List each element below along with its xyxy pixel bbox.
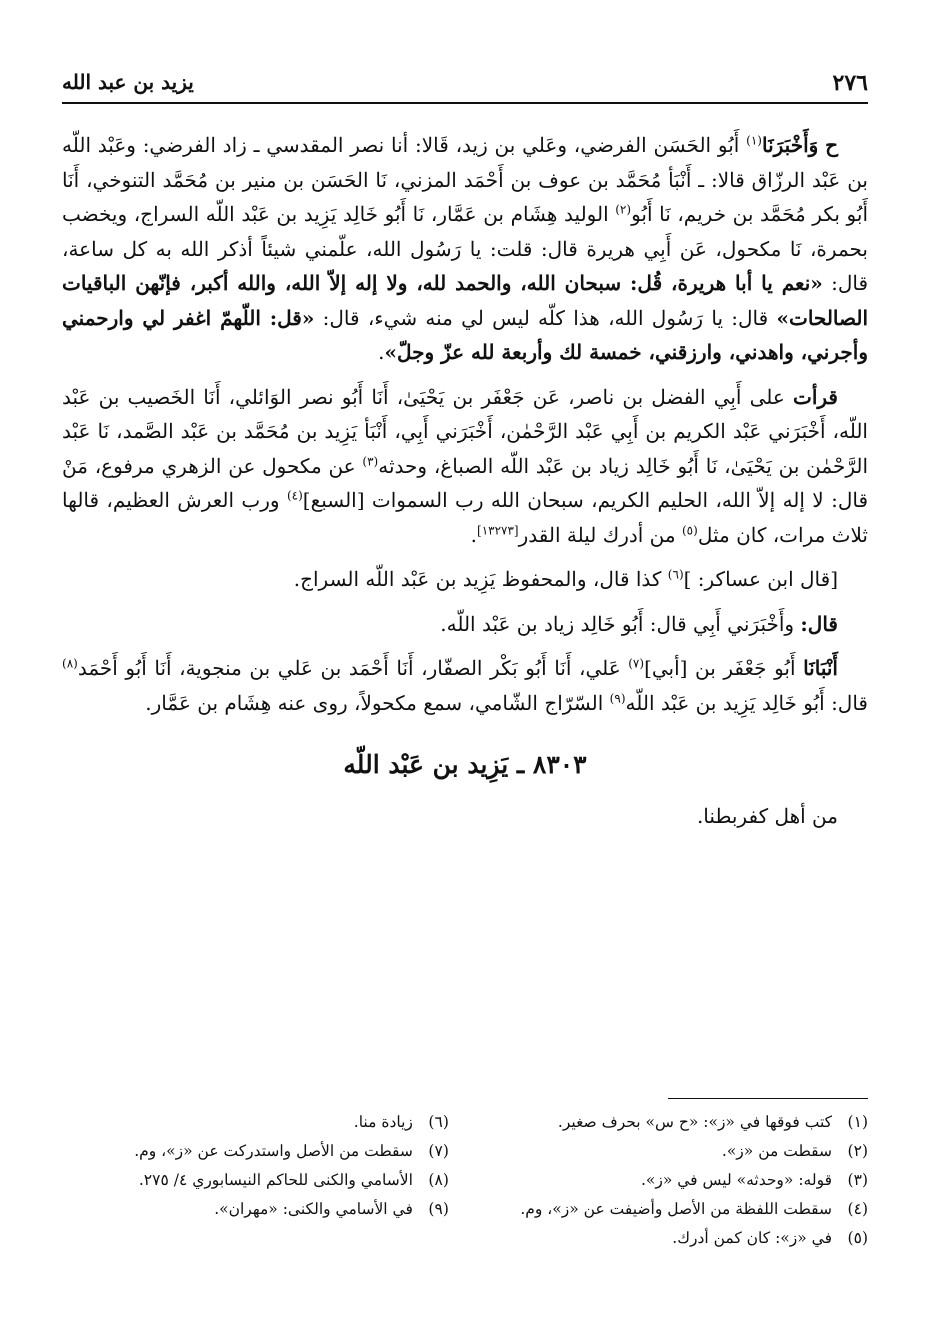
- footnote-number: (٢): [847, 1142, 868, 1160]
- paragraph-5: [62, 651, 868, 720]
- footnote-item: [481, 1195, 868, 1224]
- footnote-ref-6[interactable]: (٦): [667, 567, 684, 582]
- paragraph-2: [62, 380, 868, 553]
- footnote-text: في الأسامي والكنى: «مهران».: [214, 1200, 413, 1218]
- footnote-divider: [668, 1098, 868, 1099]
- footnote-number: (٦): [428, 1113, 449, 1131]
- text-span: قال: أَبُو خَالِد يَزِيد بن عَبْد اللّه: [625, 690, 868, 715]
- footnote-ref-5[interactable]: (٥): [681, 522, 698, 537]
- footnote-number: (٣): [847, 1171, 868, 1189]
- footnote-number: (٥): [847, 1229, 868, 1247]
- text-span: السّرّاج الشّامي، سمع مكحولاً، روى عنه هِشَام بن عَمَّار.: [145, 690, 610, 715]
- text-span: عَلي، أَنَا أَبُو بَكْر الصفّار، أَنَا أَحْمَد بن عَلي بن منجوية، أَنَا أَبُو أَحْمَد: [77, 656, 629, 680]
- text-span: وأَخْبَرَني أَبِي قال: أَبُو خَالِد زياد بن عَبْد اللّه.: [440, 611, 801, 636]
- ha-marker: ح: [825, 133, 839, 157]
- footnote-number: (٨): [428, 1171, 449, 1189]
- hadith-quote-2: «قل: اللّهمّ اغفر لي وارحمني وأجرني، واهدني، وارزقني، خمسة لك وأربعة لله عزّ وجلّ»: [62, 305, 868, 364]
- text-span: الوليد هِشَام بن عَمَّار، نَا أَبُو خَالِد يَزِيد بن عَبْد اللّه السراج، ويخضب بحمرة، نَا مكحول، عَن أَبِي هريرة قال: قلت: يا رَسُول الله، علّمني شيئاً أذكر الله به كل ساعة، قال:: [62, 202, 869, 295]
- footnote-item: [481, 1137, 868, 1166]
- footnotes: [62, 1108, 868, 1253]
- text-span: كذا قال، والمحفوظ يَزِيد بن عَبْد اللّه السراج.: [293, 567, 668, 591]
- text-span: أَبُو الحَسَن الفرضي، وعَلي بن زيد، قَالا: أنا نصر المقدسي ـ زاد الفرضي: وعَبْد اللّه بن عَبْد الرزّاق قالا: ـ أَنْبَأ مُحَمَّد بن عوف بن أَحْمَد المزني، نَا الحَسَن بن منير بن مُحَمَّد التنوخي، أَنَا أَبُو بكر مُحَمَّد بن خريم، نَا أَبُو: [62, 133, 868, 226]
- footnote-text: زيادة منا.: [353, 1113, 413, 1131]
- footnote-item: [481, 1224, 868, 1253]
- paragraph-3: [62, 562, 868, 597]
- text-span: على أَبِي الفضل بن ناصر، عَن جَعْفَر بن يَحْيَىٰ، أَنَا أَبُو نصر الوَائلي، أَنَا الخَصيب بن عَبْد اللّه، أَخْبَرَني عَبْد الكريم بن أَبِي عَبْد الرَّحْمٰن، أَخْبَرَني أَبِي، أَنْبَأ يَزِيد بن مُحَمَّد بن عَبْد الصَّمد، نَا عَبْد الرَّحْمٰن بن يَحْيَىٰ، نَا أَبُو خَالِد زياد بن عَبْد اللّه الصباغ، وحدثه: [62, 384, 869, 478]
- footnote-number: (١): [847, 1113, 868, 1131]
- paragraph-1: [62, 128, 868, 370]
- akhbarana-keyword: وَأَخْبَرَنَا: [761, 133, 819, 157]
- page-header: [62, 62, 868, 104]
- text-span: .: [470, 522, 477, 547]
- footnote-item: [481, 1108, 868, 1137]
- footnote-item: [62, 1137, 449, 1166]
- footnote-text: في «ز»: كان كمن أدرك.: [672, 1229, 832, 1247]
- footnote-ref-3[interactable]: (٣): [362, 453, 379, 468]
- footnote-number: (٩): [428, 1200, 449, 1218]
- qal-keyword: قال:: [800, 611, 838, 636]
- footnotes-column-left: [62, 1108, 449, 1253]
- footnote-number: (٤): [847, 1200, 868, 1218]
- footnote-text: سقطت اللفظة من الأصل وأضيفت عن «ز»، وم.: [520, 1200, 832, 1218]
- footnote-ref-1[interactable]: (١): [746, 133, 762, 148]
- section-title: ٨٣٠٣ ـ يَزِيد بن عَبْد اللّه: [343, 750, 587, 779]
- running-head: يزيد بن عبد الله: [62, 70, 194, 94]
- footnote-text: سقطت من الأصل واستدركت عن «ز»، وم.: [134, 1142, 413, 1160]
- footnote-ref-7[interactable]: (٧): [628, 656, 645, 671]
- text-span: [قال ابن عساكر: ]: [683, 567, 838, 591]
- footnotes-column-right: [481, 1108, 868, 1253]
- footnote-item: [62, 1108, 449, 1137]
- footnote-ref-9[interactable]: (٩): [609, 690, 626, 705]
- text-span: .: [378, 340, 385, 364]
- footnote-text: الأسامي والكنى للحاكم النيسابوري ٤/ ٢٧٥.: [138, 1171, 413, 1189]
- main-text: [62, 128, 868, 833]
- text-span: ورب العرش العظيم، قالها ثلاث مرات، كان مثل: [62, 488, 868, 547]
- footnote-item: [481, 1166, 868, 1195]
- footnote-ref-8[interactable]: (٨): [62, 656, 78, 671]
- text-span: أَبُو جَعْفَر بن [أبي]: [644, 656, 804, 680]
- hadith-number-ref: [١٣٢٧٣]: [477, 522, 519, 537]
- anbana-keyword: أَنْبَانَا: [803, 656, 838, 680]
- text-span: عن مكحول عن الزهري مرفوع، مَنْ قال: لا إله إلاّ الله، الحليم الكريم، سبحان الله رب السموات [السبع]: [62, 453, 869, 512]
- paragraph-4: [62, 607, 868, 642]
- footnote-ref-2[interactable]: (٢): [615, 202, 632, 217]
- text-span: من أدرك ليلة القدر: [518, 522, 682, 547]
- qaraat-keyword: قرأت: [793, 384, 838, 409]
- page-number: ٢٧٦: [832, 70, 868, 96]
- footnote-item: [62, 1166, 449, 1195]
- text-span: قال: يا رَسُول الله، هذا كلّه ليس لي منه شيء، قال:: [314, 305, 777, 330]
- paragraph-6: من أهل كفربطنا.: [696, 803, 838, 828]
- footnote-text: كتب فوقها في «ز»: «ح س» بحرف صغير.: [557, 1113, 832, 1131]
- footnote-ref-4[interactable]: (٤): [286, 488, 303, 503]
- footnote-text: قوله: «وحدثه» ليس في «ز».: [640, 1171, 832, 1189]
- hadith-quote-1: «نعم يا أبا هريرة، قُل: سبحان الله، والحمد لله، ولا إله إلاّ الله، والله أكبر، فإنّهن الباقيات الصالحات»: [62, 271, 868, 330]
- footnote-number: (٧): [428, 1142, 449, 1160]
- footnote-item: [62, 1195, 449, 1224]
- footnote-text: سقطت من «ز».: [721, 1142, 832, 1160]
